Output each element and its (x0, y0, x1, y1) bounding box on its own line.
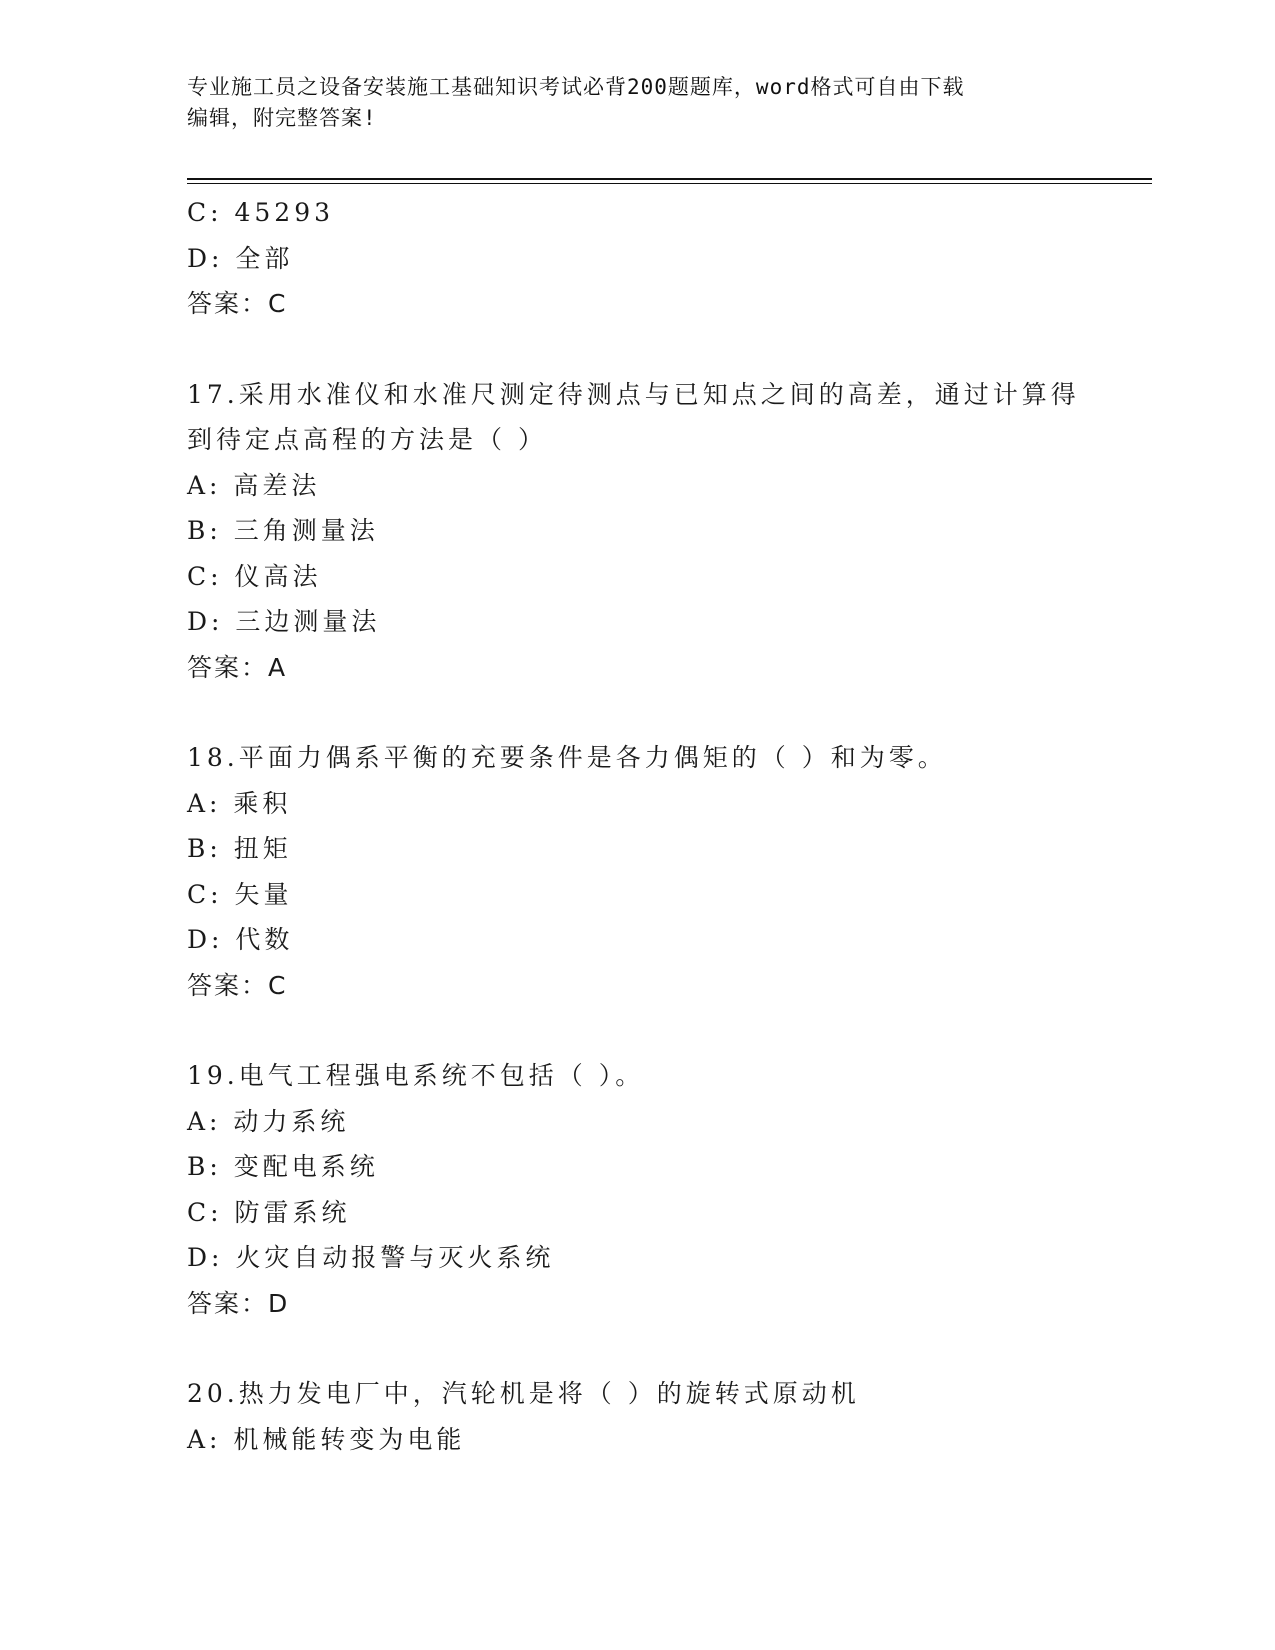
option-d: D: 代数 (187, 925, 294, 954)
question-list (187, 190, 1147, 1462)
option-b: B: 三角测量法 (187, 516, 379, 545)
question-20 (187, 1371, 1147, 1462)
option-a: A: 乘积 (187, 788, 292, 818)
question-17 (187, 372, 1147, 691)
spacer (187, 1008, 1147, 1053)
option-d: D: 火灾自动报警与灭火系统 (187, 1243, 555, 1272)
question-stem-line-1: 17.采用水准仪和水准尺测定待测点与已知点之间的高差，通过计算得 (187, 379, 1080, 409)
option-c: C: 矢量 (187, 879, 293, 909)
option-b: B: 变配电系统 (187, 1152, 379, 1181)
spacer (187, 690, 1147, 735)
document-header (187, 72, 1087, 134)
header-title-line-2: 编辑，附完整答案! (187, 106, 377, 130)
answer: 答案：C (187, 289, 288, 318)
spacer (187, 327, 1147, 372)
answer: 答案：A (187, 652, 288, 682)
question-stem-line-2: 到待定点高程的方法是（ ） (187, 425, 547, 454)
question-16-tail (187, 190, 1147, 327)
option-a: A: 动力系统 (187, 1106, 350, 1136)
question-19 (187, 1053, 1147, 1326)
header-rule-thick (187, 178, 1152, 180)
header-title-line-1: 专业施工员之设备安装施工基础知识考试必背200题题库，word格式可自由下载 (187, 75, 965, 99)
question-18 (187, 735, 1147, 1008)
header-rule-thin (187, 183, 1152, 184)
option-d: D: 全部 (187, 243, 294, 273)
answer: 答案：D (187, 1288, 290, 1318)
option-a: A: 机械能转变为电能 (187, 1424, 466, 1454)
option-d: D: 三边测量法 (187, 607, 381, 636)
answer: 答案：C (187, 970, 288, 1000)
question-stem: 19.电气工程强电系统不包括（ ）。 (187, 1061, 645, 1090)
spacer (187, 1326, 1147, 1371)
option-c: C: 防雷系统 (187, 1197, 351, 1227)
option-a: A: 高差法 (187, 470, 321, 500)
question-stem: 20.热力发电厂中，汽轮机是将（ ）的旋转式原动机 (187, 1379, 860, 1408)
question-stem: 18.平面力偶系平衡的充要条件是各力偶矩的（ ）和为零。 (187, 743, 947, 772)
option-c: C: 45293 (187, 198, 335, 227)
option-b: B: 扭矩 (187, 834, 292, 863)
option-c: C: 仪高法 (187, 561, 322, 591)
